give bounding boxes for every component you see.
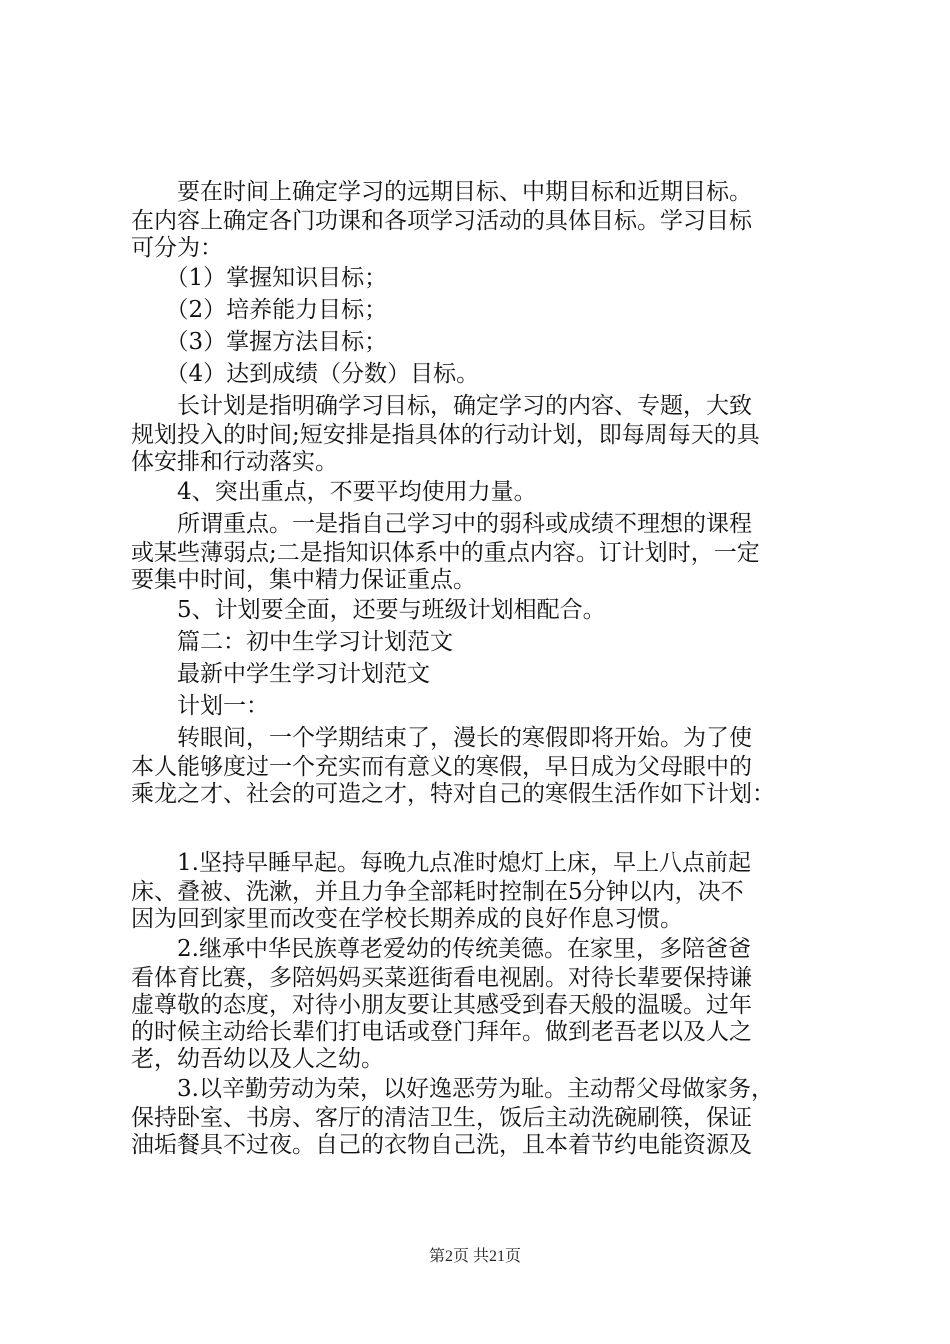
text-line: 计划一： xyxy=(131,693,269,719)
text-line: 要在时间上确定学习的远期目标、中期目标和近期目标。 xyxy=(131,179,752,205)
text-line: 看体育比赛，多陪妈妈买菜逛街看电视剧。对待长辈要保持谦 xyxy=(131,965,752,991)
text-line: 3.以辛勤劳动为荣，以好逸恶劳为耻。主动帮父母做家务， xyxy=(131,1076,774,1102)
text-line: （1）掌握知识目标； xyxy=(131,265,388,291)
text-line: 篇二：初中生学习计划范文 xyxy=(131,629,453,655)
text-line: 因为回到家里而改变在学校长期养成的良好作息习惯。 xyxy=(131,906,683,932)
text-line: 的时候主动给长辈们打电话或登门拜年。做到老吾老以及人之 xyxy=(131,1019,752,1045)
text-line: 保持卧室、书房、客厅的清洁卫生，饭后主动洗碗刷筷，保证 xyxy=(131,1105,752,1131)
text-line: 长计划是指明确学习目标，确定学习的内容、专题，大致 xyxy=(131,393,752,419)
blank-line xyxy=(131,808,831,847)
text-line: 可分为： xyxy=(131,235,223,261)
text-line: 或某些薄弱点;二是指知识体系中的重点内容。订计划时，一定 xyxy=(131,540,760,566)
text-line: 要集中时间，集中精力保证重点。 xyxy=(131,567,476,593)
text-line: 4、突出重点，不要平均使用力量。 xyxy=(131,479,537,505)
text-line: 老，幼吾幼以及人之幼。 xyxy=(131,1046,384,1072)
text-line: 规划投入的时间;短安排是指具体的行动计划，即每周每天的具 xyxy=(131,422,760,448)
text-line: 5、计划要全面，还要与班级计划相配合。 xyxy=(131,597,606,623)
text-line: 虚尊敬的态度，对待小朋友要让其感受到春天般的温暖。过年 xyxy=(131,992,752,1018)
document-body xyxy=(131,176,831,1159)
text-line: 体安排和行动落实。 xyxy=(131,449,338,475)
text-line: （3）掌握方法目标； xyxy=(131,329,388,355)
text-line: 所谓重点。一是指自己学习中的弱科或成绩不理想的课程 xyxy=(131,511,752,537)
text-line: 床、叠被、洗漱，并且力争全部耗时控制在5分钟以内，决不 xyxy=(131,879,744,905)
text-line: 本人能够度过一个充实而有意义的寒假，早日成为父母眼中的 xyxy=(131,754,752,780)
text-line: 转眼间，一个学期结束了，漫长的寒假即将开始。为了使 xyxy=(131,725,752,751)
text-line: 油垢餐具不过夜。自己的衣物自己洗，且本着节约电能资源及 xyxy=(131,1132,752,1158)
text-line: （4）达到成绩（分数）目标。 xyxy=(131,361,480,387)
text-line: 1.坚持早睡早起。每晚九点准时熄灯上床，早上八点前起 xyxy=(131,850,751,876)
text-line: 最新中学生学习计划范文 xyxy=(131,661,430,687)
text-line: （2）培养能力目标； xyxy=(131,297,388,323)
text-line: 乘龙之才、社会的可造之才，特对自己的寒假生活作如下计划： xyxy=(131,781,775,807)
text-line: 2.继承中华民族尊老爱幼的传统美德。在家里，多陪爸爸 xyxy=(131,936,751,962)
page-number-footer: 第2页 共21页 xyxy=(428,1248,521,1265)
text-line: 在内容上确定各门功课和各项学习活动的具体目标。学习目标 xyxy=(131,208,752,234)
